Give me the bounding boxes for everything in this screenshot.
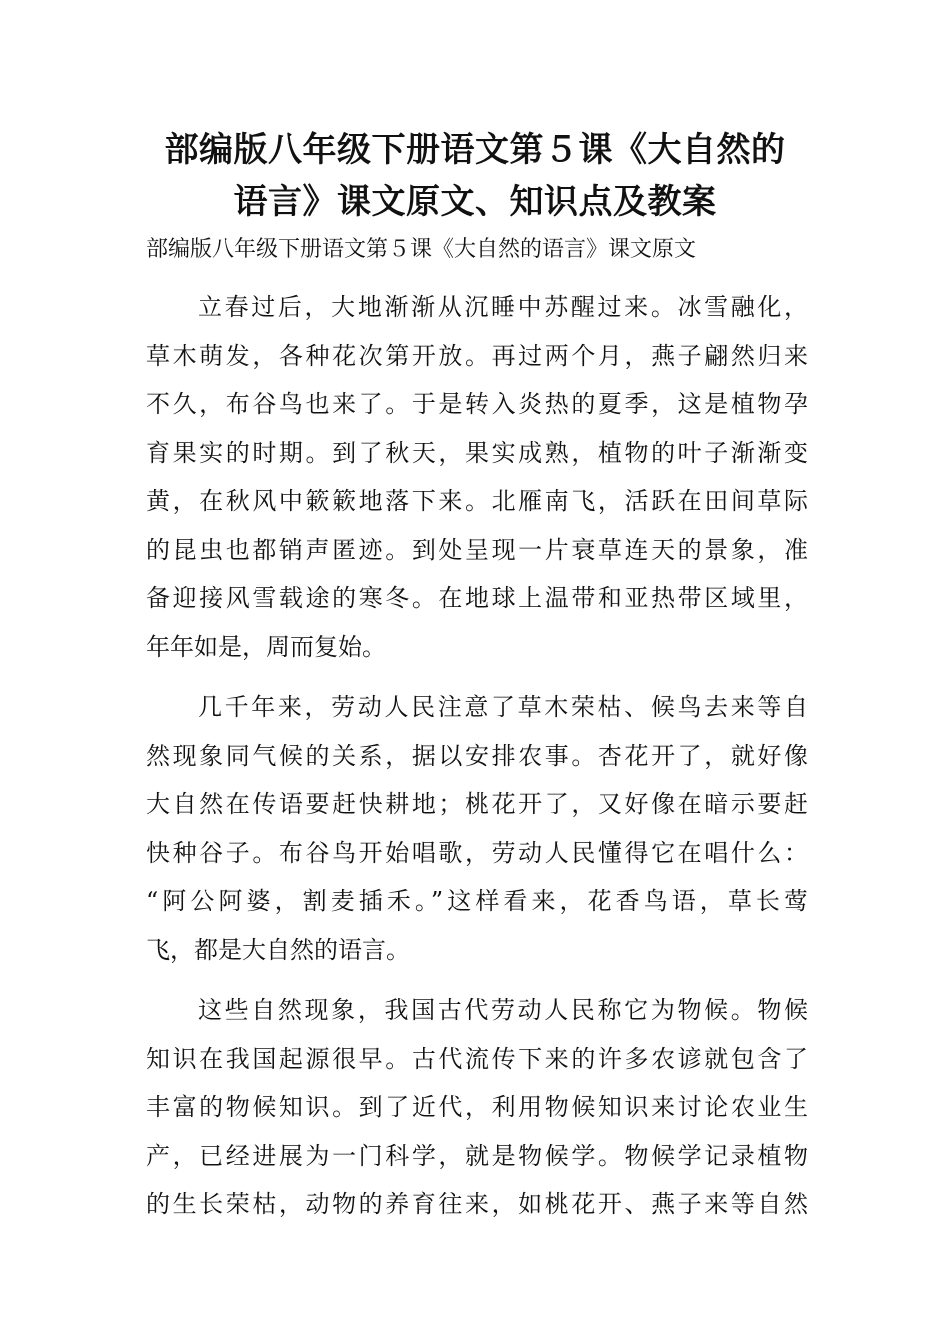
document-subtitle: 部编版八年级下册语文第５课《大自然的语言》课文原文 (146, 237, 697, 262)
paragraph-line: 丰富的物候知识。到了近代，利用物候知识来讨论农业生 (146, 1093, 808, 1121)
paragraph-line: 产，已经进展为一门科学，就是物候学。物候学记录植物 (146, 1141, 808, 1170)
paragraph-line: “阿公阿婆，割麦插禾。”这样看来，花香鸟语，草长莺 (146, 887, 808, 915)
paragraph-line: 黄，在秋风中簌簌地落下来。北雁南飞，活跃在田间草际 (146, 487, 808, 515)
paragraph-line: 年年如是，周而复始。 (146, 632, 386, 661)
title-line-1: 部编版八年级下册语文第５课《大自然的 (164, 130, 786, 170)
paragraph-line: 的昆虫也都销声匿迹。到处呈现一片衰草连天的景象，准 (146, 535, 808, 564)
paragraph-line: 飞，都是大自然的语言。 (146, 935, 410, 964)
paragraph-line: 育果实的时期。到了秋天，果实成熟，植物的叶子渐渐变 (146, 438, 808, 467)
paragraph-line: 几千年来，劳动人民注意了草木荣枯、候鸟去来等自 (198, 693, 808, 721)
paragraph-2 (146, 683, 808, 974)
paragraph-line: 草木萌发，各种花次第开放。再过两个月，燕子翩然归来 (146, 341, 808, 370)
document-body (146, 283, 808, 1241)
paragraph-line: 大自然在传语要赶快耕地；桃花开了，又好像在暗示要赶 (146, 790, 808, 818)
paragraph-line: 快种谷子。布谷鸟开始唱歌，劳动人民懂得它在唱什么： (146, 838, 808, 867)
paragraph-1 (146, 283, 808, 671)
document-title (110, 124, 840, 228)
paragraph-line: 然现象同气候的关系，据以安排农事。杏花开了，就好像 (146, 741, 808, 770)
paragraph-line: 不久，布谷鸟也来了。于是转入炎热的夏季，这是植物孕 (146, 390, 808, 418)
paragraph-line: 立春过后，大地渐渐从沉睡中苏醒过来。冰雪融化， (198, 293, 808, 321)
paragraph-3 (146, 986, 808, 1229)
paragraph-line: 的生长荣枯，动物的养育往来，如桃花开、燕子来等自然 (146, 1190, 808, 1218)
paragraph-line: 这些自然现象，我国古代劳动人民称它为物候。物候 (198, 996, 808, 1024)
title-line-2: 语言》课文原文、知识点及教案 (233, 182, 717, 222)
paragraph-line: 知识在我国起源很早。古代流传下来的许多农谚就包含了 (146, 1044, 808, 1073)
paragraph-line: 备迎接风雪载途的寒冬。在地球上温带和亚热带区域里， (146, 584, 808, 612)
